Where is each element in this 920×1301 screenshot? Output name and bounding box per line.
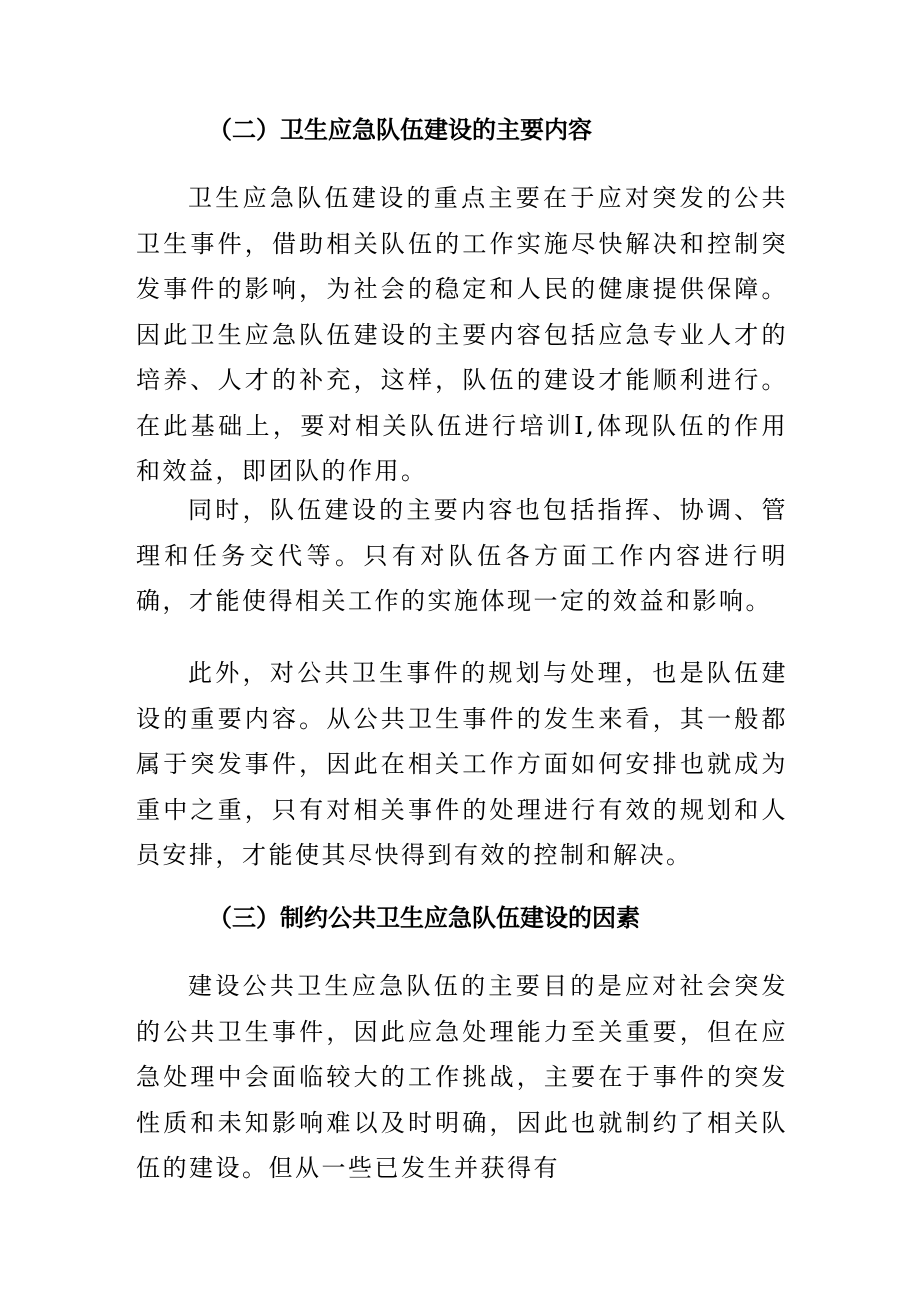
- paragraph: 同时，队伍建设的主要内容也包括指挥、协调、管理和任务交代等。只有对队伍各方面工作内容进行明确，才能使得相关工作的实施体现一定的效益和影响。: [136, 496, 788, 615]
- section-heading-3: （三）制约公共卫生应急队伍建设的因素: [208, 903, 640, 932]
- paragraph: 建设公共卫生应急队伍的主要目的是应对社会突发的公共卫生事件，因此应急处理能力至关重要，但在应急处理中会面临较大的工作挑战，主要在于事件的突发性质和未知影响难以及时明确，因此也就制约了相关队伍的建设。但从一些已发生并获得有: [136, 972, 788, 1182]
- paragraph: 此外，对公共卫生事件的规划与处理，也是队伍建设的重要内容。从公共卫生事件的发生来看，其一般都属于突发事件，因此在相关工作方面如何安排也就成为重中之重，只有对相关事件的处理进行有效的规划和人员安排，才能使其尽快得到有效的控制和解决。: [136, 659, 788, 869]
- section-heading-2: （二）卫生应急队伍建设的主要内容: [208, 115, 592, 144]
- paragraph: 卫生应急队伍建设的重点主要在于应对突发的公共卫生事件，借助相关队伍的工作实施尽快解决和控制突发事件的影响，为社会的稳定和人民的健康提供保障。因此卫生应急队伍建设的主要内容包括应急专业人才的培养、人才的补充，这样，队伍的建设才能顺利进行。在此基础上，要对相关队伍进行培训I,体现队伍的作用和效益，即团队的作用。: [136, 184, 788, 485]
